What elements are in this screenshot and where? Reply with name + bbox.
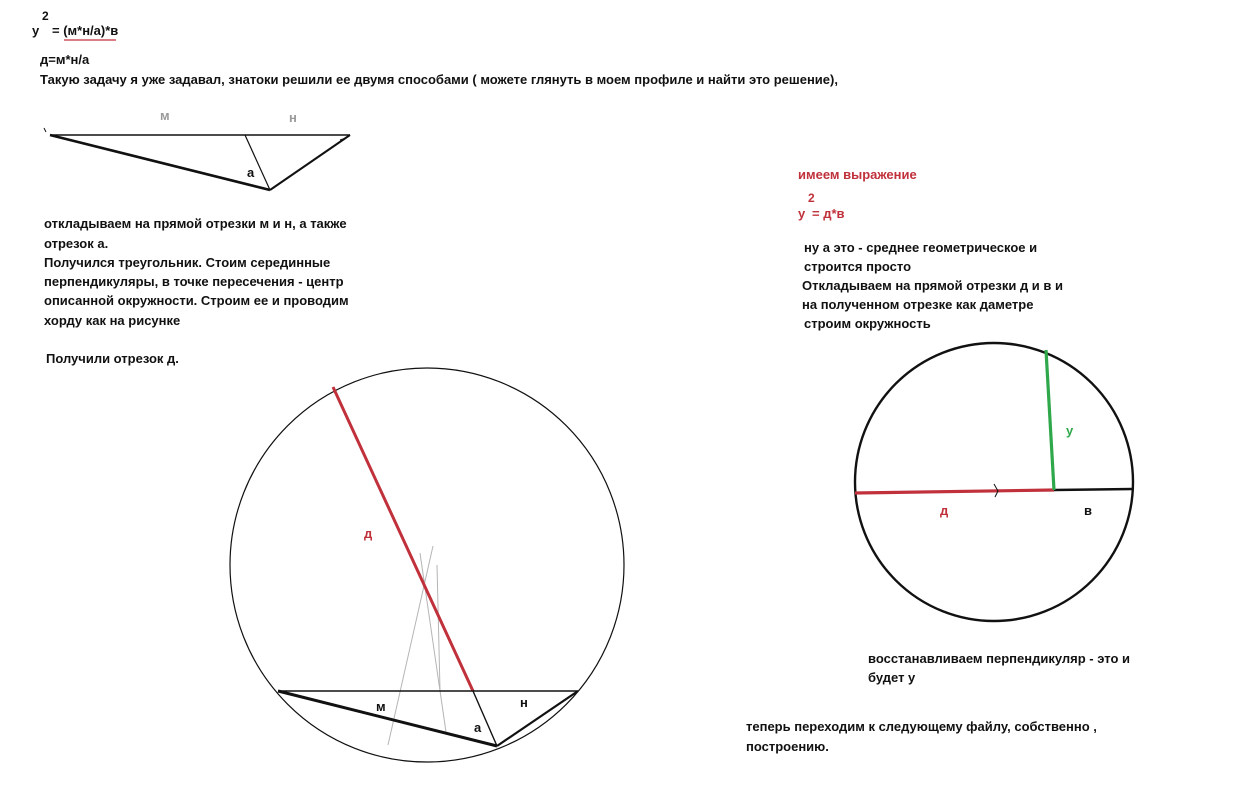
big-side-right: [497, 691, 578, 746]
right-formula-base: у: [798, 206, 806, 221]
small-side-a: [245, 135, 270, 190]
bisector-guide-2: [420, 553, 446, 732]
small-label-a: а: [247, 165, 255, 180]
right-step-line-5: строим окружность: [804, 316, 931, 331]
big-label-n: н: [520, 695, 528, 710]
intro-line: Такую задачу я уже задавал, знатоки решили ее двумя способами ( можете глянуть в моем профиле и найти это решение),: [40, 72, 838, 87]
bisector-guide-1: [388, 546, 433, 745]
right-step-line-2: строится просто: [804, 259, 912, 274]
big-side-a: [473, 691, 497, 746]
perpendicular-y: [1046, 350, 1054, 490]
left-step-line-3: Получился треугольник. Стоим серединные: [44, 255, 331, 270]
small-tick-left: [44, 128, 46, 132]
left-step-line-6: хорду как на рисунке: [44, 313, 181, 328]
geometric-mean-construction: [855, 343, 1133, 621]
definition-line: д=м*н/а: [40, 52, 90, 67]
small-triangle-sketch: [44, 108, 350, 190]
small-label-n: н: [289, 110, 297, 125]
small-side-right: [270, 135, 350, 190]
closing-line-2: построению.: [746, 739, 829, 754]
left-step-line-2: отрезок а.: [44, 236, 109, 251]
circumcircle: [230, 368, 624, 762]
left-result-line: Получили отрезок д.: [46, 351, 179, 366]
bottom-right-line-2: будет у: [868, 670, 916, 685]
big-side-long: [278, 691, 497, 746]
top-formula-base: у: [32, 23, 40, 38]
segment-d: [855, 490, 1054, 493]
circumcircle-construction: [230, 368, 624, 762]
right-label-y: у: [1066, 423, 1074, 438]
right-label-d: д: [940, 503, 949, 518]
right-step-line-1: ну а это - среднее геометрическое и: [804, 240, 1038, 255]
top-formula-rhs: = (м*н/а)*в: [52, 23, 119, 38]
big-label-a: а: [474, 720, 482, 735]
right-label-v: в: [1084, 503, 1092, 518]
small-label-m: м: [160, 108, 170, 123]
right-formula-exponent: 2: [808, 191, 815, 205]
big-label-d: д: [364, 526, 373, 541]
bottom-right-line-1: восстанавливаем перпендикуляр - это и: [868, 651, 1130, 666]
right-step-line-4: на полученном отрезке как даметре: [802, 297, 1034, 312]
right-formula-rhs: = д*в: [812, 206, 845, 221]
top-formula-exponent: 2: [42, 9, 49, 23]
left-step-line-1: откладываем на прямой отрезки м и н, а также: [44, 216, 347, 231]
segment-v: [1054, 489, 1133, 490]
right-step-line-3: Откладываем на прямой отрезки д и в и: [802, 278, 1064, 293]
small-side-long: [50, 135, 270, 190]
right-heading: имеем выражение: [798, 167, 917, 182]
left-step-line-5: описанной окружности. Строим ее и проводим: [44, 293, 349, 308]
closing-line-1: теперь переходим к следующему файлу, собственно ,: [746, 719, 1097, 734]
left-step-line-4: перпендикуляры, в точке пересечения - центр: [44, 274, 344, 289]
big-label-m: м: [376, 699, 386, 714]
chord-d: [333, 387, 473, 691]
diameter-circle: [855, 343, 1133, 621]
